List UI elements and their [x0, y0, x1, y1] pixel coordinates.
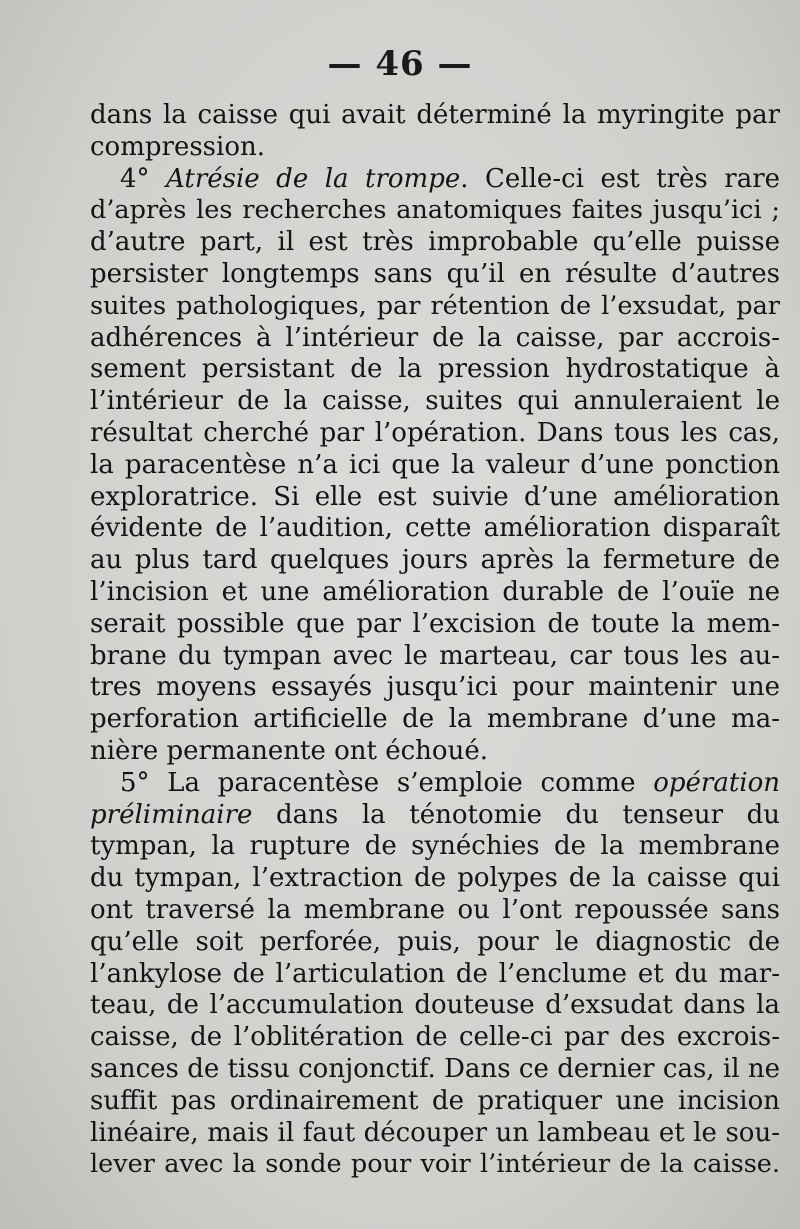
text-run: tres moyens essayés jusqu’ici pour maintenir une — [90, 672, 780, 703]
text-line — [90, 164, 780, 196]
text-line — [90, 672, 780, 704]
text-line — [90, 545, 780, 577]
text-line — [90, 959, 780, 991]
text-run: serait possible que par l’excision de toute la mem- — [90, 608, 780, 639]
text-run: nière permanente ont échoué. — [90, 735, 488, 766]
text-line — [90, 291, 780, 323]
text-line — [90, 990, 780, 1022]
text-run: qu’elle soit perforée, puis, pour le diagnostic de — [90, 926, 780, 957]
text-line — [90, 227, 780, 259]
text-run: dans la caisse qui avait déterminé la myringite par — [90, 100, 780, 130]
text-run: 5° La paracentèse s’emploie comme — [120, 767, 654, 798]
text-run: l’intérieur de la caisse, suites qui annuleraient le — [90, 386, 780, 417]
text-line — [90, 1022, 780, 1054]
text-run: sement persistant de la pression hydrostatique à — [90, 354, 780, 385]
text-run: au plus tard quelques jours après la fermeture de — [90, 545, 780, 576]
italic-term: opération — [653, 767, 780, 798]
text-run: brane du tympan avec le marteau, car tous les au- — [90, 640, 780, 671]
text-run: suites pathologiques, par rétention de l’exsudat, par — [90, 290, 780, 321]
text-run: . Celle-ci est très rare — [460, 163, 780, 194]
text-run: linéaire, mais il faut découper un lambeau et le sou- — [90, 1117, 780, 1148]
text-line — [90, 704, 780, 736]
text-line — [90, 195, 780, 227]
text-line — [90, 863, 780, 895]
text-line — [90, 1054, 780, 1086]
text-run: tympan, la rupture de synéchies de la membrane — [90, 831, 780, 862]
text-line — [90, 450, 780, 482]
text-run: du tympan, l’extraction de polypes de la caisse qui — [90, 863, 780, 894]
text-run: l’ankylose de l’articulation de l’enclume et du mar- — [90, 958, 780, 989]
text-line — [90, 132, 780, 164]
text-line — [90, 1118, 780, 1150]
text-run: adhérences à l’intérieur de la caisse, par accrois- — [90, 322, 780, 353]
text-line — [90, 259, 780, 291]
text-run: teau, de l’accumulation douteuse d’exsudat dans la — [90, 990, 780, 1021]
text-run: d’après les recherches anatomiques faites jusqu’ici ; — [90, 195, 780, 226]
text-line — [90, 577, 780, 609]
text-run: caisse, de l’oblitération de celle-ci par des excrois- — [90, 1022, 780, 1053]
text-line — [90, 100, 780, 132]
text-run: perforation artificielle de la membrane d’une ma- — [90, 704, 780, 735]
text-run: lever avec la sonde pour voir l’intérieur de la caisse. — [90, 1149, 780, 1180]
text-line — [90, 1149, 780, 1181]
text-run: évidente de l’audition, cette amélioration disparaît — [90, 513, 780, 544]
text-line — [90, 513, 780, 545]
text-line — [90, 609, 780, 641]
text-run: l’incision et une amélioration durable de l’ouïe ne — [90, 576, 780, 607]
text-line — [90, 831, 780, 863]
text-run: suffit pas ordinairement de pratiquer une incision — [90, 1085, 780, 1116]
text-line — [90, 1086, 780, 1118]
text-line — [90, 354, 780, 386]
text-run: exploratrice. Si elle est suivie d’une amélioration — [90, 481, 780, 512]
text-line — [90, 386, 780, 418]
text-line — [90, 641, 780, 673]
text-run: persister longtemps sans qu’il en résulte d’autres — [90, 258, 780, 289]
text-line — [90, 482, 780, 514]
page-number: — 46 — — [327, 44, 473, 84]
italic-term: préliminaire — [90, 799, 253, 830]
text-line — [90, 418, 780, 450]
text-run: la paracentèse n’a ici que la valeur d’une ponction — [90, 449, 780, 480]
text-run: 4° — [120, 163, 167, 194]
text-run: ont traversé la membrane ou l’ont repoussée sans — [90, 894, 780, 925]
italic-term: Atrésie de la trompe — [166, 163, 461, 194]
body-text — [90, 100, 780, 1181]
text-run: dans la ténotomie du tenseur du — [252, 799, 780, 830]
text-run: compression. — [90, 131, 265, 162]
text-run: résultat cherché par l’opération. Dans tous les cas, — [90, 417, 780, 448]
text-line — [90, 895, 780, 927]
text-line — [90, 323, 780, 355]
text-line — [90, 927, 780, 959]
text-run: d’autre part, il est très improbable qu’elle puisse — [90, 227, 780, 258]
text-line — [90, 736, 780, 768]
text-line — [90, 768, 780, 800]
text-run: sances de tissu conjonctif. Dans ce dernier cas, il ne — [90, 1053, 780, 1084]
text-line — [90, 800, 780, 832]
